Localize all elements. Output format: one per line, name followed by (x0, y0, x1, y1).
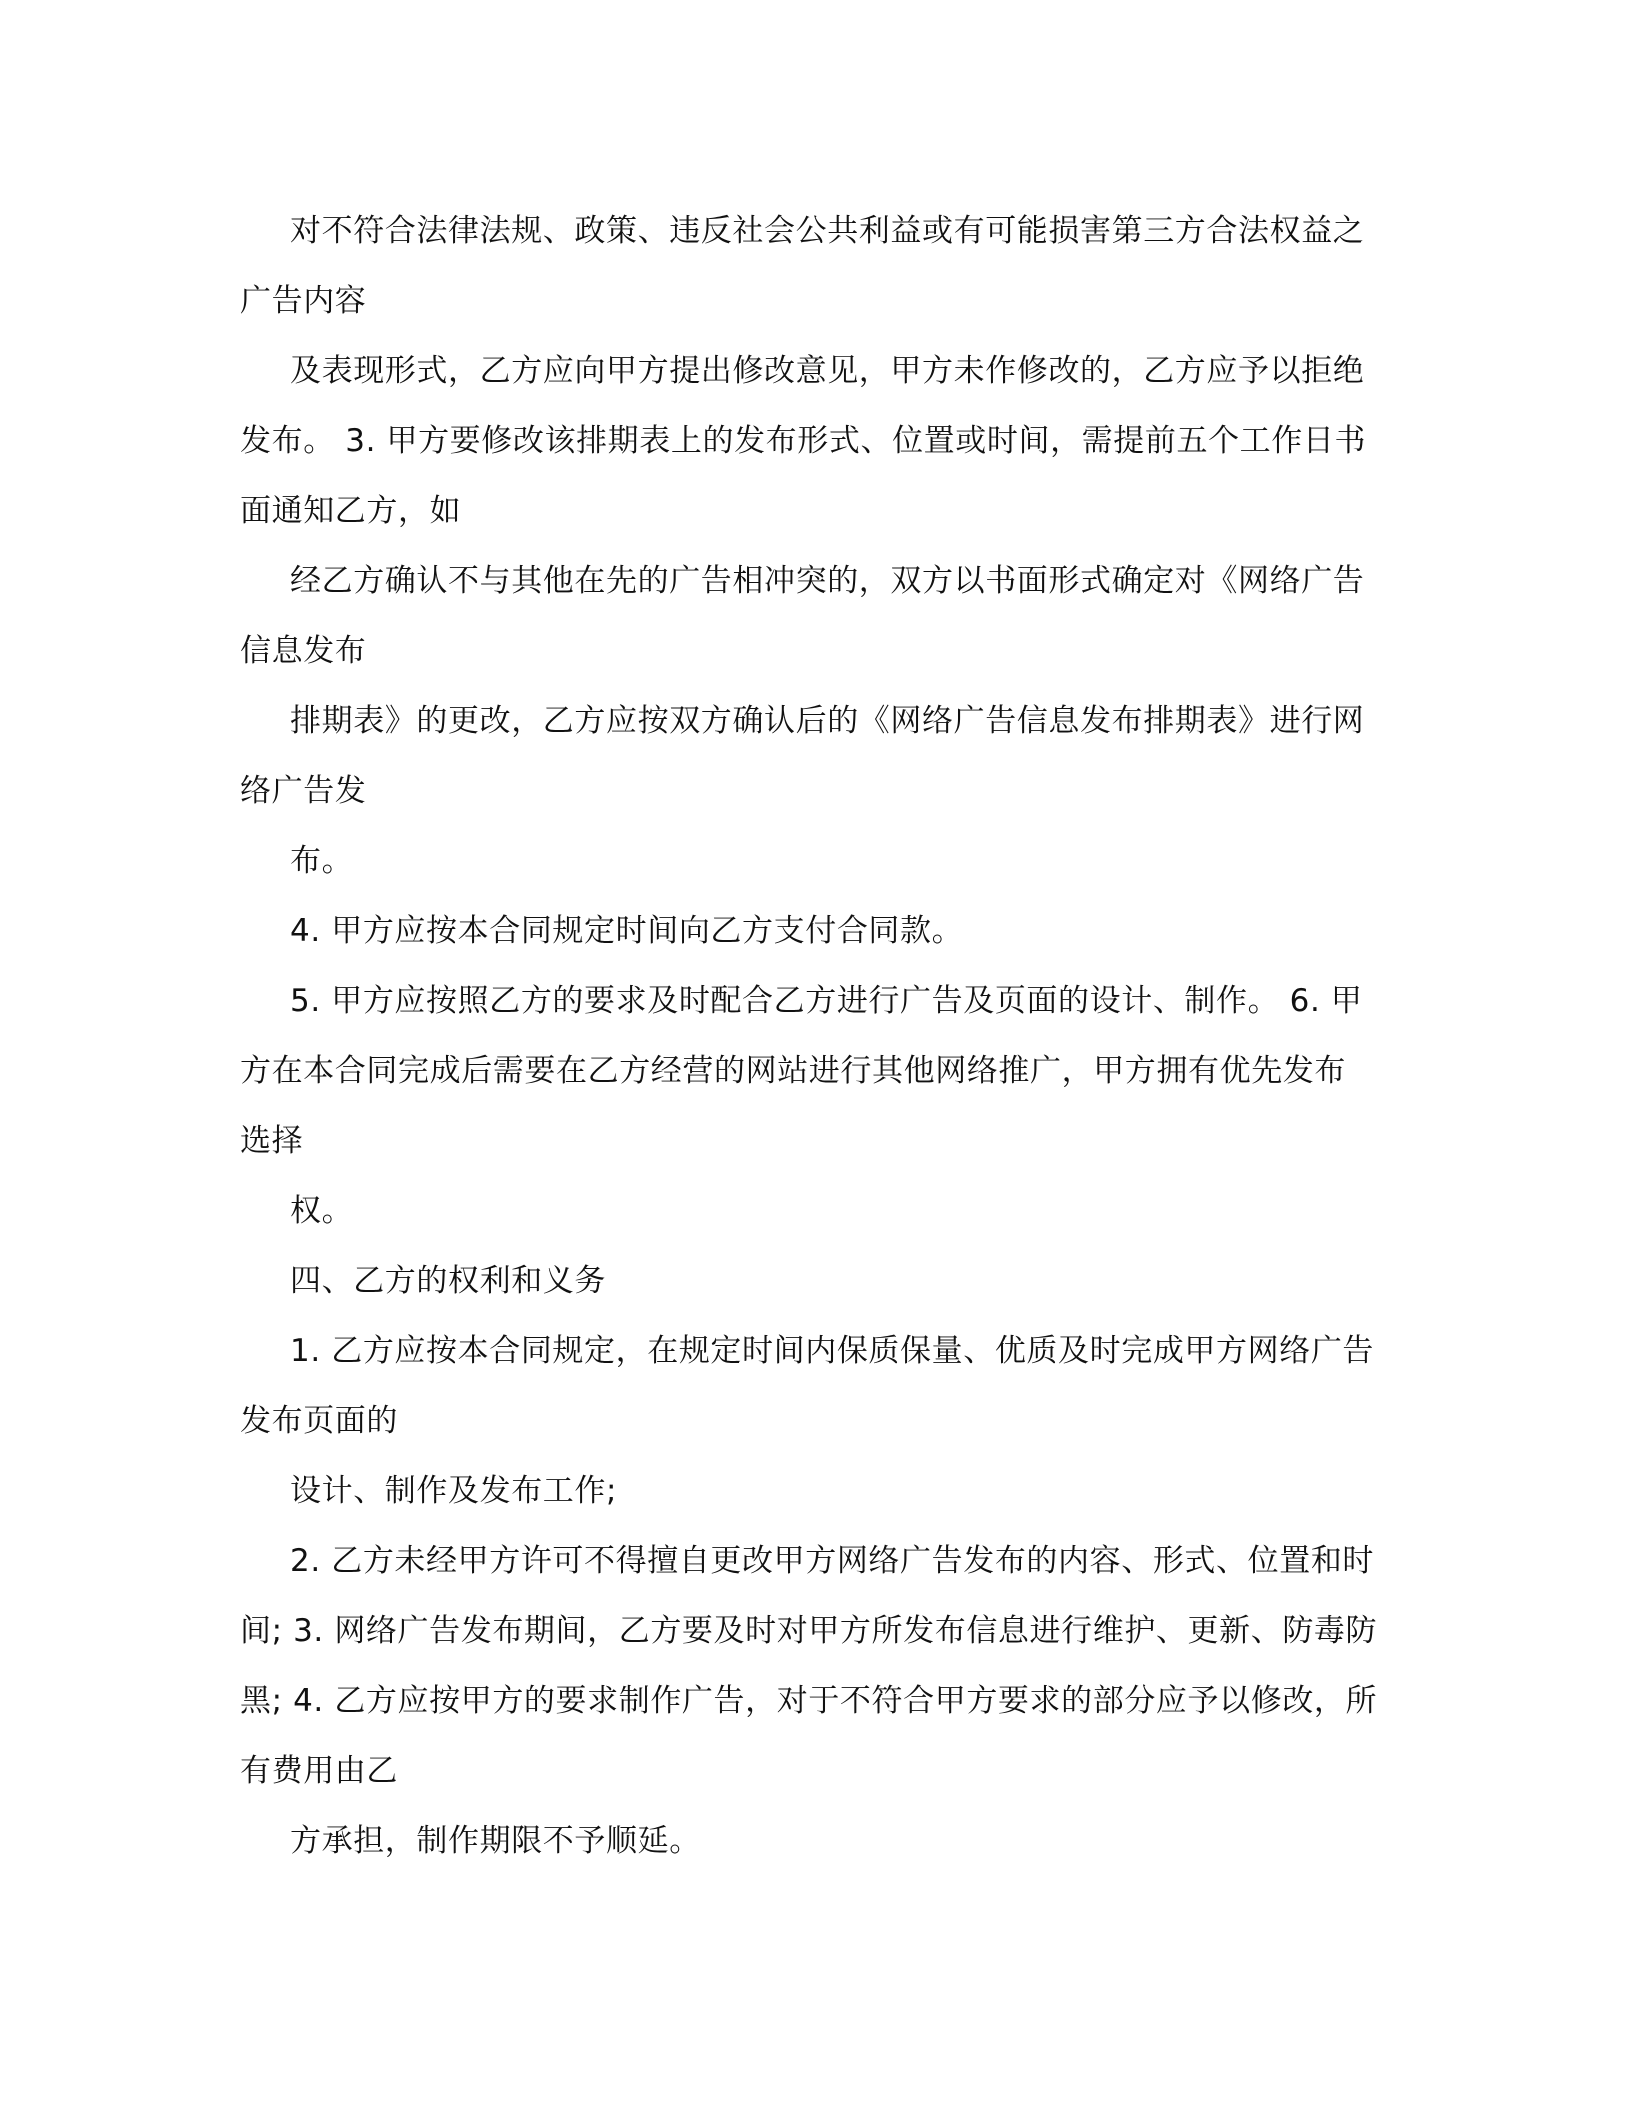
text-line: 排期表》的更改，乙方应按双方确认后的《网络广告信息发布排期表》进行网 (290, 703, 1365, 739)
text-line: 选择 (240, 1123, 304, 1159)
text-line: 权。 (290, 1193, 354, 1229)
text-line: 信息发布 (240, 633, 367, 669)
text-line: 布。 (290, 843, 354, 879)
text-line: 2. 乙方未经甲方许可不得擅自更改甲方网络广告发布的内容、形式、位置和时 (290, 1543, 1375, 1579)
text-line: 面通知乙方，如 (240, 493, 462, 529)
text-line: 1. 乙方应按本合同规定，在规定时间内保质保量、优质及时完成甲方网络广告 (290, 1333, 1375, 1369)
text-line: 黑; 4. 乙方应按甲方的要求制作广告，对于不符合甲方要求的部分应予以修改，所 (240, 1683, 1378, 1719)
text-line: 经乙方确认不与其他在先的广告相冲突的，双方以书面形式确定对《网络广告 (290, 563, 1365, 599)
section-heading: 四、乙方的权利和义务 (290, 1263, 606, 1299)
text-line: 间; 3. 网络广告发布期间，乙方要及时对甲方所发布信息进行维护、更新、防毒防 (240, 1613, 1378, 1649)
text-line: 发布页面的 (240, 1403, 398, 1439)
text-line: 络广告发 (240, 773, 367, 809)
text-line: 设计、制作及发布工作; (290, 1473, 618, 1509)
text-line: 方在本合同完成后需要在乙方经营的网站进行其他网络推广，甲方拥有优先发布 (240, 1053, 1346, 1089)
text-line: 4. 甲方应按本合同规定时间向乙方支付合同款。 (290, 913, 964, 949)
document-body (240, 196, 1380, 1876)
text-line: 及表现形式，乙方应向甲方提出修改意见，甲方未作修改的，乙方应予以拒绝 (290, 353, 1365, 389)
text-line: 有费用由乙 (240, 1753, 398, 1789)
text-line: 对不符合法律法规、政策、违反社会公共利益或有可能损害第三方合法权益之 (290, 213, 1365, 249)
text-line: 广告内容 (240, 283, 367, 319)
text-line: 发布。 3. 甲方要修改该排期表上的发布形式、位置或时间，需提前五个工作日书 (240, 423, 1367, 459)
text-line: 5. 甲方应按照乙方的要求及时配合乙方进行广告及页面的设计、制作。 6. 甲 (290, 983, 1363, 1019)
text-line: 方承担，制作期限不予顺延。 (290, 1823, 701, 1859)
